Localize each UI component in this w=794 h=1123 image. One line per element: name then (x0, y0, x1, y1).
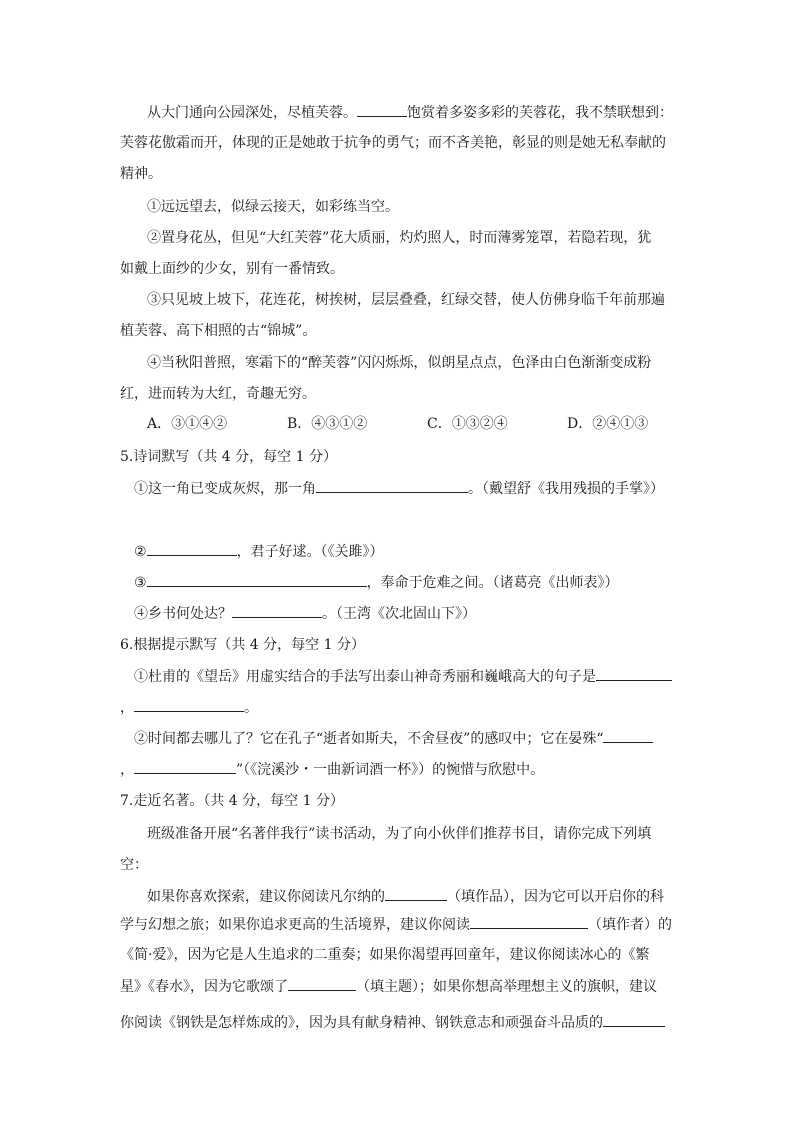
item-text: 学与幻想之旅；如果你追求更高的生活境界，建议你阅读 (120, 917, 470, 933)
item-text: ② (134, 544, 147, 560)
q5-item-2 (134, 541, 384, 562)
blank-input[interactable] (147, 541, 237, 556)
q7-para-1-line-2: 空： (120, 857, 148, 873)
intro-line-2: 芙蓉花傲霜而开，体现的正是她敢于抗争的勇气；而不吝美艳，彰显的则是她无私奉献的 (120, 135, 666, 151)
item-text: 。 (244, 700, 258, 716)
blank-input[interactable] (385, 886, 447, 901)
item-text: ④乡书何处达？ (134, 606, 232, 622)
q6-item-1-line-1 (134, 666, 672, 687)
blank-input[interactable] (603, 728, 653, 743)
item-text: ①这一角已变成灰烬，那一角 (134, 481, 316, 497)
q7-para-1-line-1: 班级准备开展“名著伴我行”读书活动，为了向小伙伴们推荐书目，请你完成下列填 (147, 826, 652, 842)
q7-para-2-line-1 (147, 886, 664, 907)
q7-para-2-line-2 (120, 914, 672, 935)
intro-text: 从大门通向公园深处，尽植芙蓉。 (147, 105, 357, 121)
q7-title: 7.走近名著。（共 4 分，每空 1 分） (120, 793, 344, 809)
sentence-4-line-1: ④当秋阳普照，寒霜下的“醉芙蓉”闪闪烁烁，似朗星点点，色泽由白色渐渐变成粉 (147, 355, 652, 371)
q5-item-3 (134, 572, 619, 593)
blank-input[interactable] (470, 914, 588, 929)
intro-line-3: 精神。 (120, 166, 162, 182)
q5-item-4 (134, 603, 476, 624)
item-text: ，奉命于危难之间。（诸葛亮《出师表》） (366, 575, 619, 591)
blank-input[interactable] (134, 759, 236, 774)
item-text: 你阅读《钢铁是怎样炼成的》，因为具有献身精神、钢铁意志和顽强奋斗品质的 (120, 1015, 603, 1031)
q7-para-2-line-4 (120, 976, 657, 997)
blank-input[interactable] (134, 697, 244, 712)
q6-item-2-line-1 (134, 728, 653, 749)
item-text: ，君子好逑。（《关雎》） (236, 544, 384, 560)
item-text: （填主题）；如果你想高举理想主义的旗帜，建议 (356, 979, 657, 995)
sentence-3-line-1: ③只见坡上坡下，花连花，树挨树，层层叠叠，红绿交替，使人仿佛身临千年前那遍 (147, 292, 665, 308)
item-text: ， (120, 700, 134, 716)
blank-input[interactable] (232, 603, 322, 618)
q5-title: 5.诗词默写（共 4 分，每空 1 分） (120, 449, 337, 465)
item-text: ”（《浣溪沙・一曲新词酒一杯》）的惋惜与欣慰中。 (236, 762, 545, 778)
q7-para-2-line-5 (120, 1012, 665, 1033)
sentence-1: ①远远望去，似绿云接天，如彩练当空。 (147, 199, 399, 215)
option-a[interactable]: A．③①④② (147, 416, 228, 432)
item-text: ②时间都去哪儿了？它在孔子“逝者如斯夫，不舍昼夜”的感叹中；它在晏殊“ (134, 731, 604, 747)
option-d[interactable]: D．②④①③ (567, 416, 649, 432)
sentence-3-line-2: 植芙蓉、高下相照的古“锦城”。 (120, 323, 317, 339)
sentence-2-line-2: 如戴上面纱的少女，别有一番情致。 (120, 261, 344, 277)
q6-item-2-line-2 (120, 759, 544, 780)
blank-input[interactable] (596, 666, 672, 681)
item-text: （填作者）的 (588, 917, 672, 933)
item-text: 。（戴望舒《我用残损的手掌》） (468, 481, 664, 497)
item-text: ①杜甫的《望岳》用虚实结合的手法写出泰山神奇秀丽和巍峨高大的句子是 (134, 669, 596, 685)
blank-input[interactable] (357, 102, 407, 117)
item-text: （填作品），因为它可以开启你的科 (447, 889, 664, 905)
blank-input[interactable] (603, 1012, 665, 1027)
item-text: 如果你喜欢探索，建议你阅读凡尔纳的 (147, 889, 385, 905)
item-text: 星》《春水》，因为它歌颂了 (120, 979, 288, 995)
q6-item-1-line-2 (120, 697, 258, 718)
item-text: ， (120, 762, 134, 778)
blank-input[interactable] (147, 572, 367, 587)
intro-line-1 (147, 102, 673, 123)
q5-item-1 (134, 478, 664, 499)
option-c[interactable]: C．①③②④ (427, 416, 508, 432)
item-text: 。（王湾《次北固山下》） (322, 606, 476, 622)
intro-text: 饱赏着多姿多彩的芙蓉花，我不禁联想到： (407, 105, 673, 121)
q7-para-2-line-3: 《简·爱》，因为它是人生追求的二重奏；如果你渴望再回童年，建议你阅读冰心的《繁 (120, 947, 650, 963)
q6-title: 6.根据提示默写（共 4 分，每空 1 分） (120, 637, 365, 653)
item-text: ③ (134, 575, 147, 591)
blank-input[interactable] (288, 976, 356, 991)
sentence-2-line-1: ②置身花丛，但见“大红芙蓉”花大质丽，灼灼照人，时而薄雾笼罩，若隐若现，犹 (147, 230, 652, 246)
option-b[interactable]: B．④③①② (287, 416, 368, 432)
blank-input[interactable] (316, 478, 468, 493)
sentence-4-line-2: 红，进而转为大红，奇趣无穷。 (120, 386, 316, 402)
